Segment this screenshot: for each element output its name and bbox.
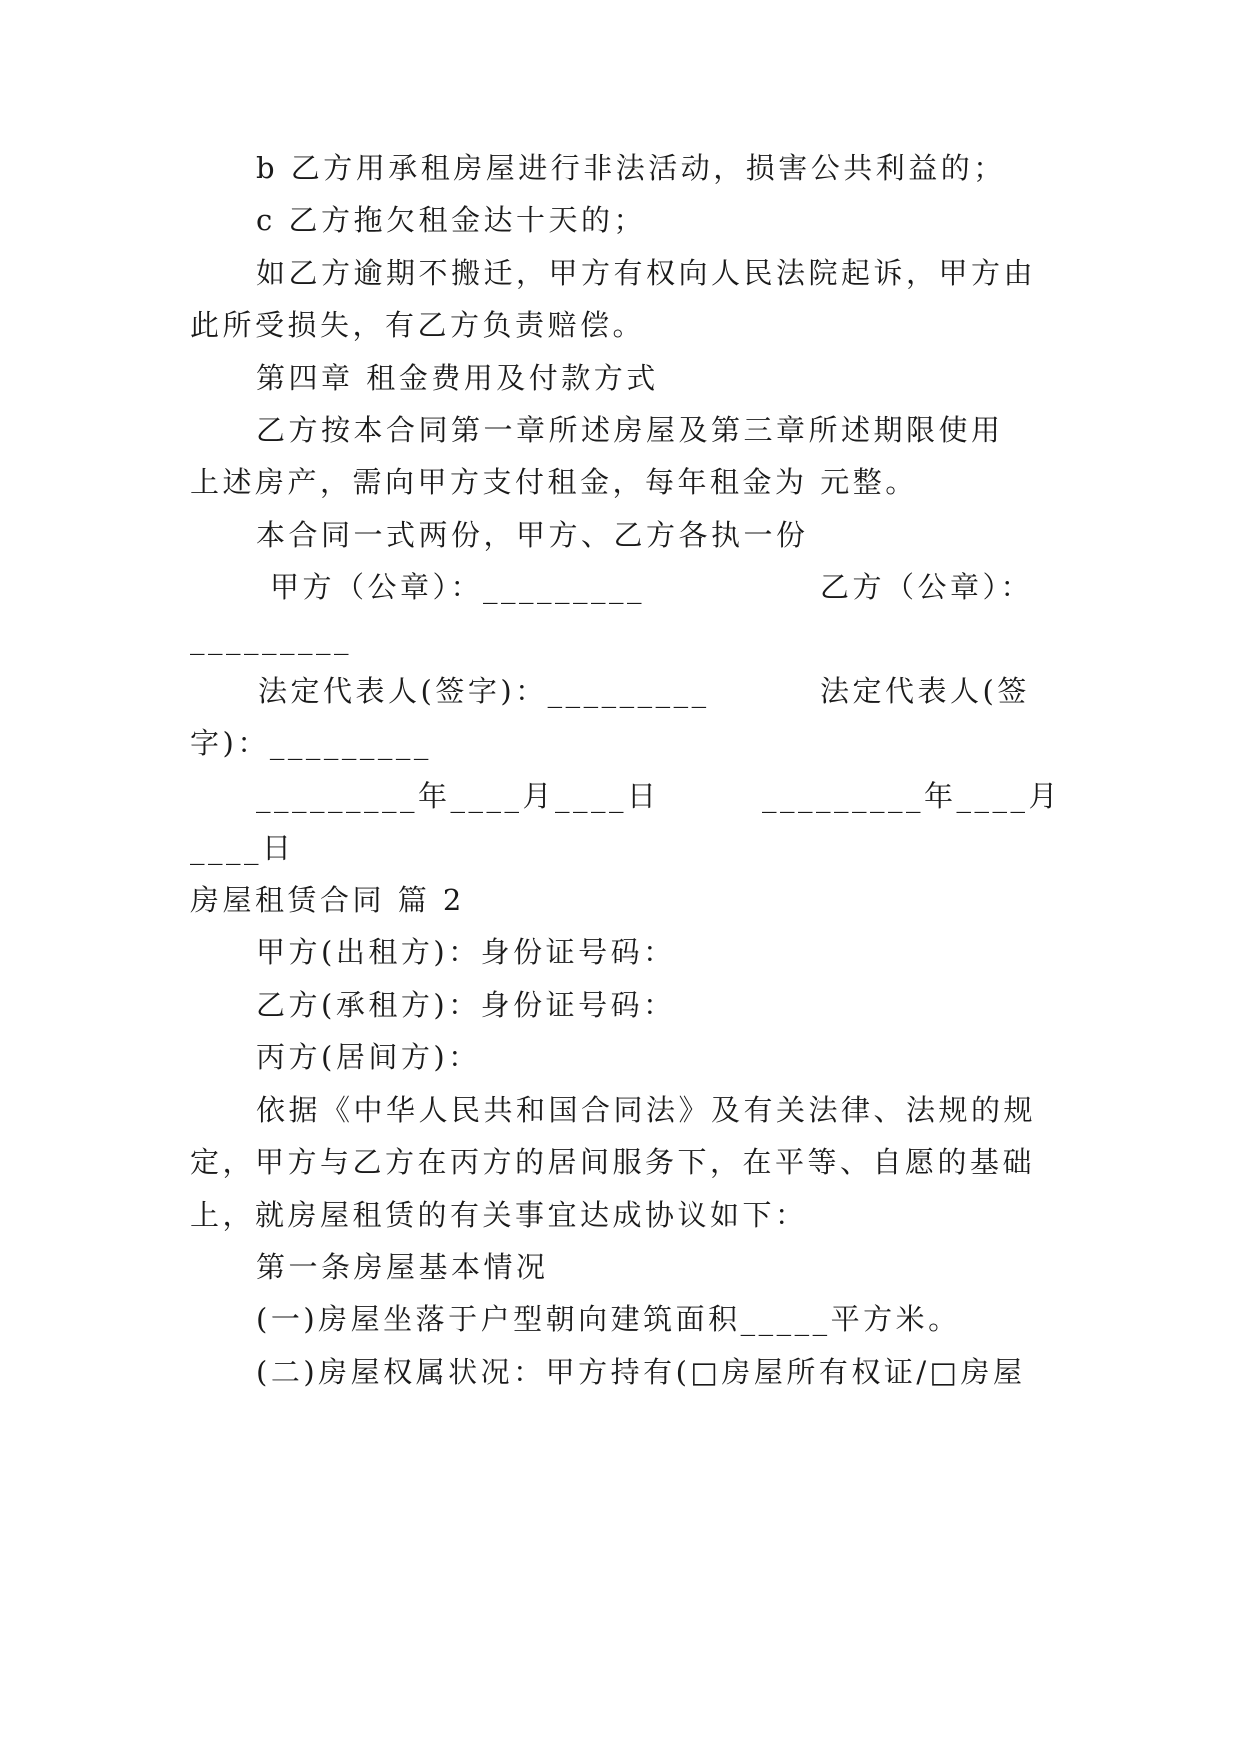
clause-b: b 乙方用承租房屋进行非法活动，损害公共利益的； bbox=[256, 151, 1006, 185]
party-a-date: _________年____月____日 bbox=[256, 779, 660, 813]
party-a-representative: 法定代表人(签字)：_________ bbox=[258, 674, 710, 708]
article-heading: 第一条房屋基本情况 bbox=[256, 1250, 549, 1284]
party-line: 乙方(承租方)：身份证号码： bbox=[256, 988, 676, 1022]
party-a-seal: 甲方（公章）：_________ bbox=[270, 570, 646, 604]
paragraph-line: 依据《中华人民共和国合同法》及有关法律、法规的规 bbox=[256, 1093, 1037, 1127]
paragraph-line: (一)房屋坐落于户型朝向建筑面积_____平方米。 bbox=[256, 1302, 961, 1336]
date-day: ____日 bbox=[190, 831, 295, 865]
paragraph-line: (二)房屋权属状况：甲方持有(□房屋所有权证/□房屋 bbox=[256, 1355, 1026, 1389]
paragraph-line: 定，甲方与乙方在丙方的居间服务下，在平等、自愿的基础 bbox=[190, 1145, 1036, 1179]
paragraph-line: 本合同一式两份，甲方、乙方各执一份 bbox=[256, 518, 809, 552]
party-b-representative: 法定代表人(签 bbox=[820, 674, 1030, 708]
paragraph-line: 此所受损失，有乙方负责赔偿。 bbox=[190, 308, 646, 342]
party-line: 甲方(出租方)：身份证号码： bbox=[256, 935, 676, 969]
clause-c: c 乙方拖欠租金达十天的； bbox=[256, 203, 646, 237]
party-b-seal: 乙方（公章）： bbox=[820, 570, 1034, 604]
signature-blank: 字)：_________ bbox=[190, 726, 432, 760]
party-b-date: _________年____月 bbox=[762, 779, 1062, 813]
paragraph-line: 乙方按本合同第一章所述房屋及第三章所述期限使用 bbox=[256, 413, 1004, 447]
paragraph-line: 如乙方逾期不搬迁，甲方有权向人民法院起诉，甲方由 bbox=[256, 256, 1037, 290]
section-title: 房屋租赁合同 篇 2 bbox=[190, 883, 465, 917]
chapter-heading: 第四章 租金费用及付款方式 bbox=[256, 361, 659, 395]
party-line: 丙方(居间方)： bbox=[256, 1040, 481, 1074]
paragraph-line: 上述房产，需向甲方支付租金，每年租金为 元整。 bbox=[190, 465, 918, 499]
signature-blank: _________ bbox=[190, 621, 352, 655]
paragraph-line: 上，就房屋租赁的有关事宜达成协议如下： bbox=[190, 1198, 808, 1232]
